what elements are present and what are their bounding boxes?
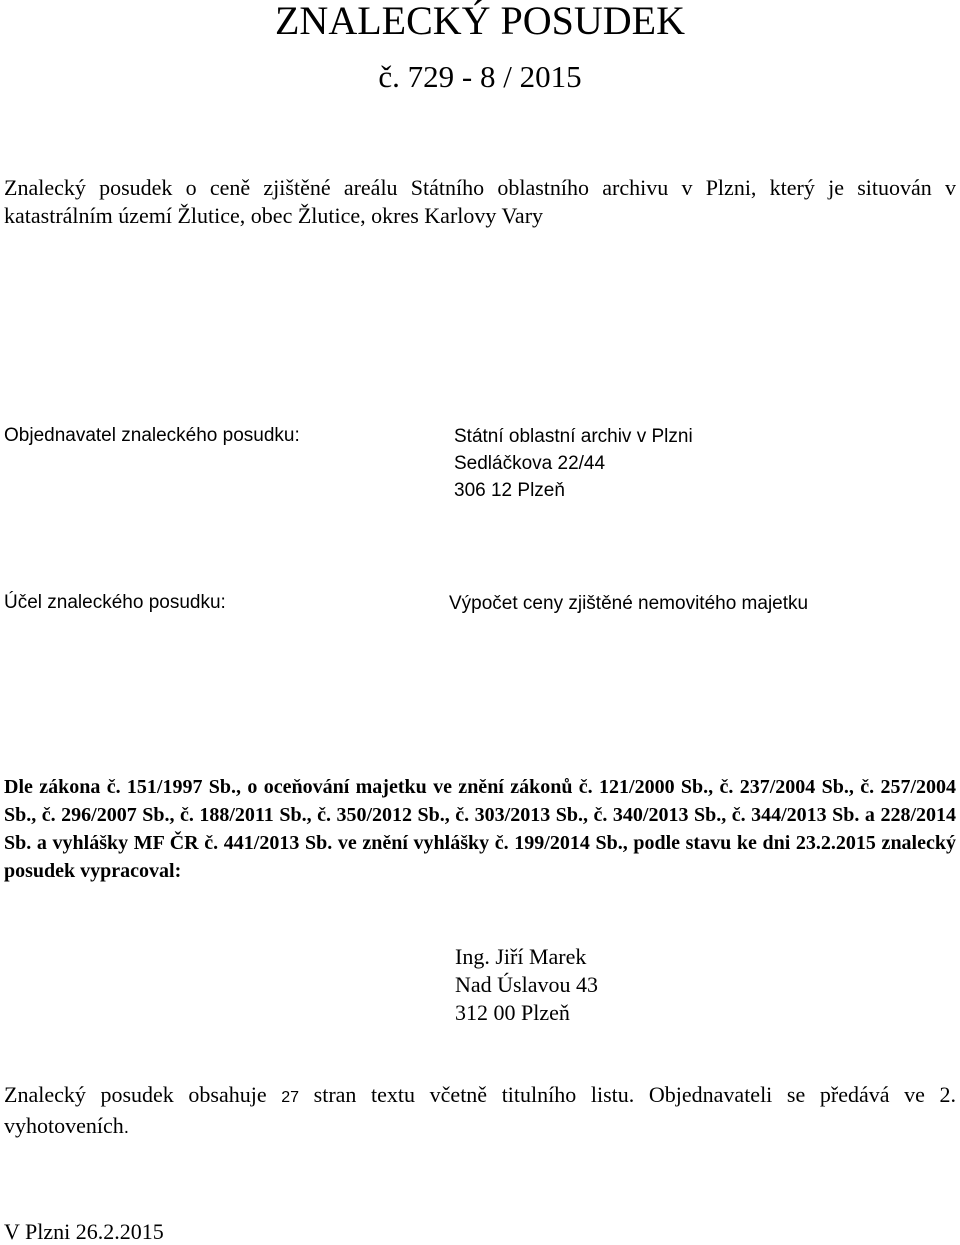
client-label: Objednavatel znaleckého posudku: xyxy=(4,425,300,446)
author-block xyxy=(455,943,598,1027)
purpose-label: Účel znaleckého posudku: xyxy=(4,592,226,613)
author-name: Ing. Jiří Marek xyxy=(455,944,587,969)
purpose-value: Výpočet ceny zjištěné nemovitého majetku xyxy=(449,593,809,614)
author-street: Nad Úslavou 43 xyxy=(455,972,598,997)
client-city: 306 12 Plzeň xyxy=(454,480,565,501)
author-city: 312 00 Plzeň xyxy=(455,1000,570,1025)
document-number: č. 729 - 8 / 2015 xyxy=(378,59,582,94)
client-name: Státní oblastní archiv v Plzni xyxy=(454,426,693,447)
closing-text-end: stran textu včetně titulního listu. Objednavateli se předává ve 2. vyhotoveních xyxy=(4,1082,956,1138)
client-address xyxy=(454,423,693,504)
closing-text-start: Znalecký posudek obsahuje xyxy=(4,1082,282,1107)
legal-basis-paragraph: Dle zákona č. 151/1997 Sb., o oceňování majetku ve znění zákonů č. 121/2000 Sb., č. 237/2004 Sb., č. 257/2004 Sb., č. 296/2007 Sb., č. 188/2011 Sb., č. 350/2012 Sb., č. 303/2013 Sb., č. 340/2013 Sb., č. 344/2013 Sb. a 228/2014 Sb. a vyhlášky MF ČR č. 441/2013 Sb. ve znění vyhlášky č. 199/2014 Sb., podle stavu ke dni 23.2.2015 znalecký posudek vypracoval: xyxy=(4,776,956,882)
document-intro: Znalecký posudek o ceně zjištěné areálu Státního oblastního archivu v Plzni, který je situován v katastrálním území Žlutice, obec Žlutice, okres Karlovy Vary xyxy=(4,175,956,228)
page-count: 27 xyxy=(281,1089,300,1106)
place-and-date: V Plzni 26.2.2015 xyxy=(4,1219,164,1244)
client-street: Sedláčkova 22/44 xyxy=(454,453,606,474)
document-title: ZNALECKÝ POSUDEK xyxy=(275,0,685,43)
closing-paragraph xyxy=(4,1081,956,1142)
closing-period: . xyxy=(123,1117,130,1138)
